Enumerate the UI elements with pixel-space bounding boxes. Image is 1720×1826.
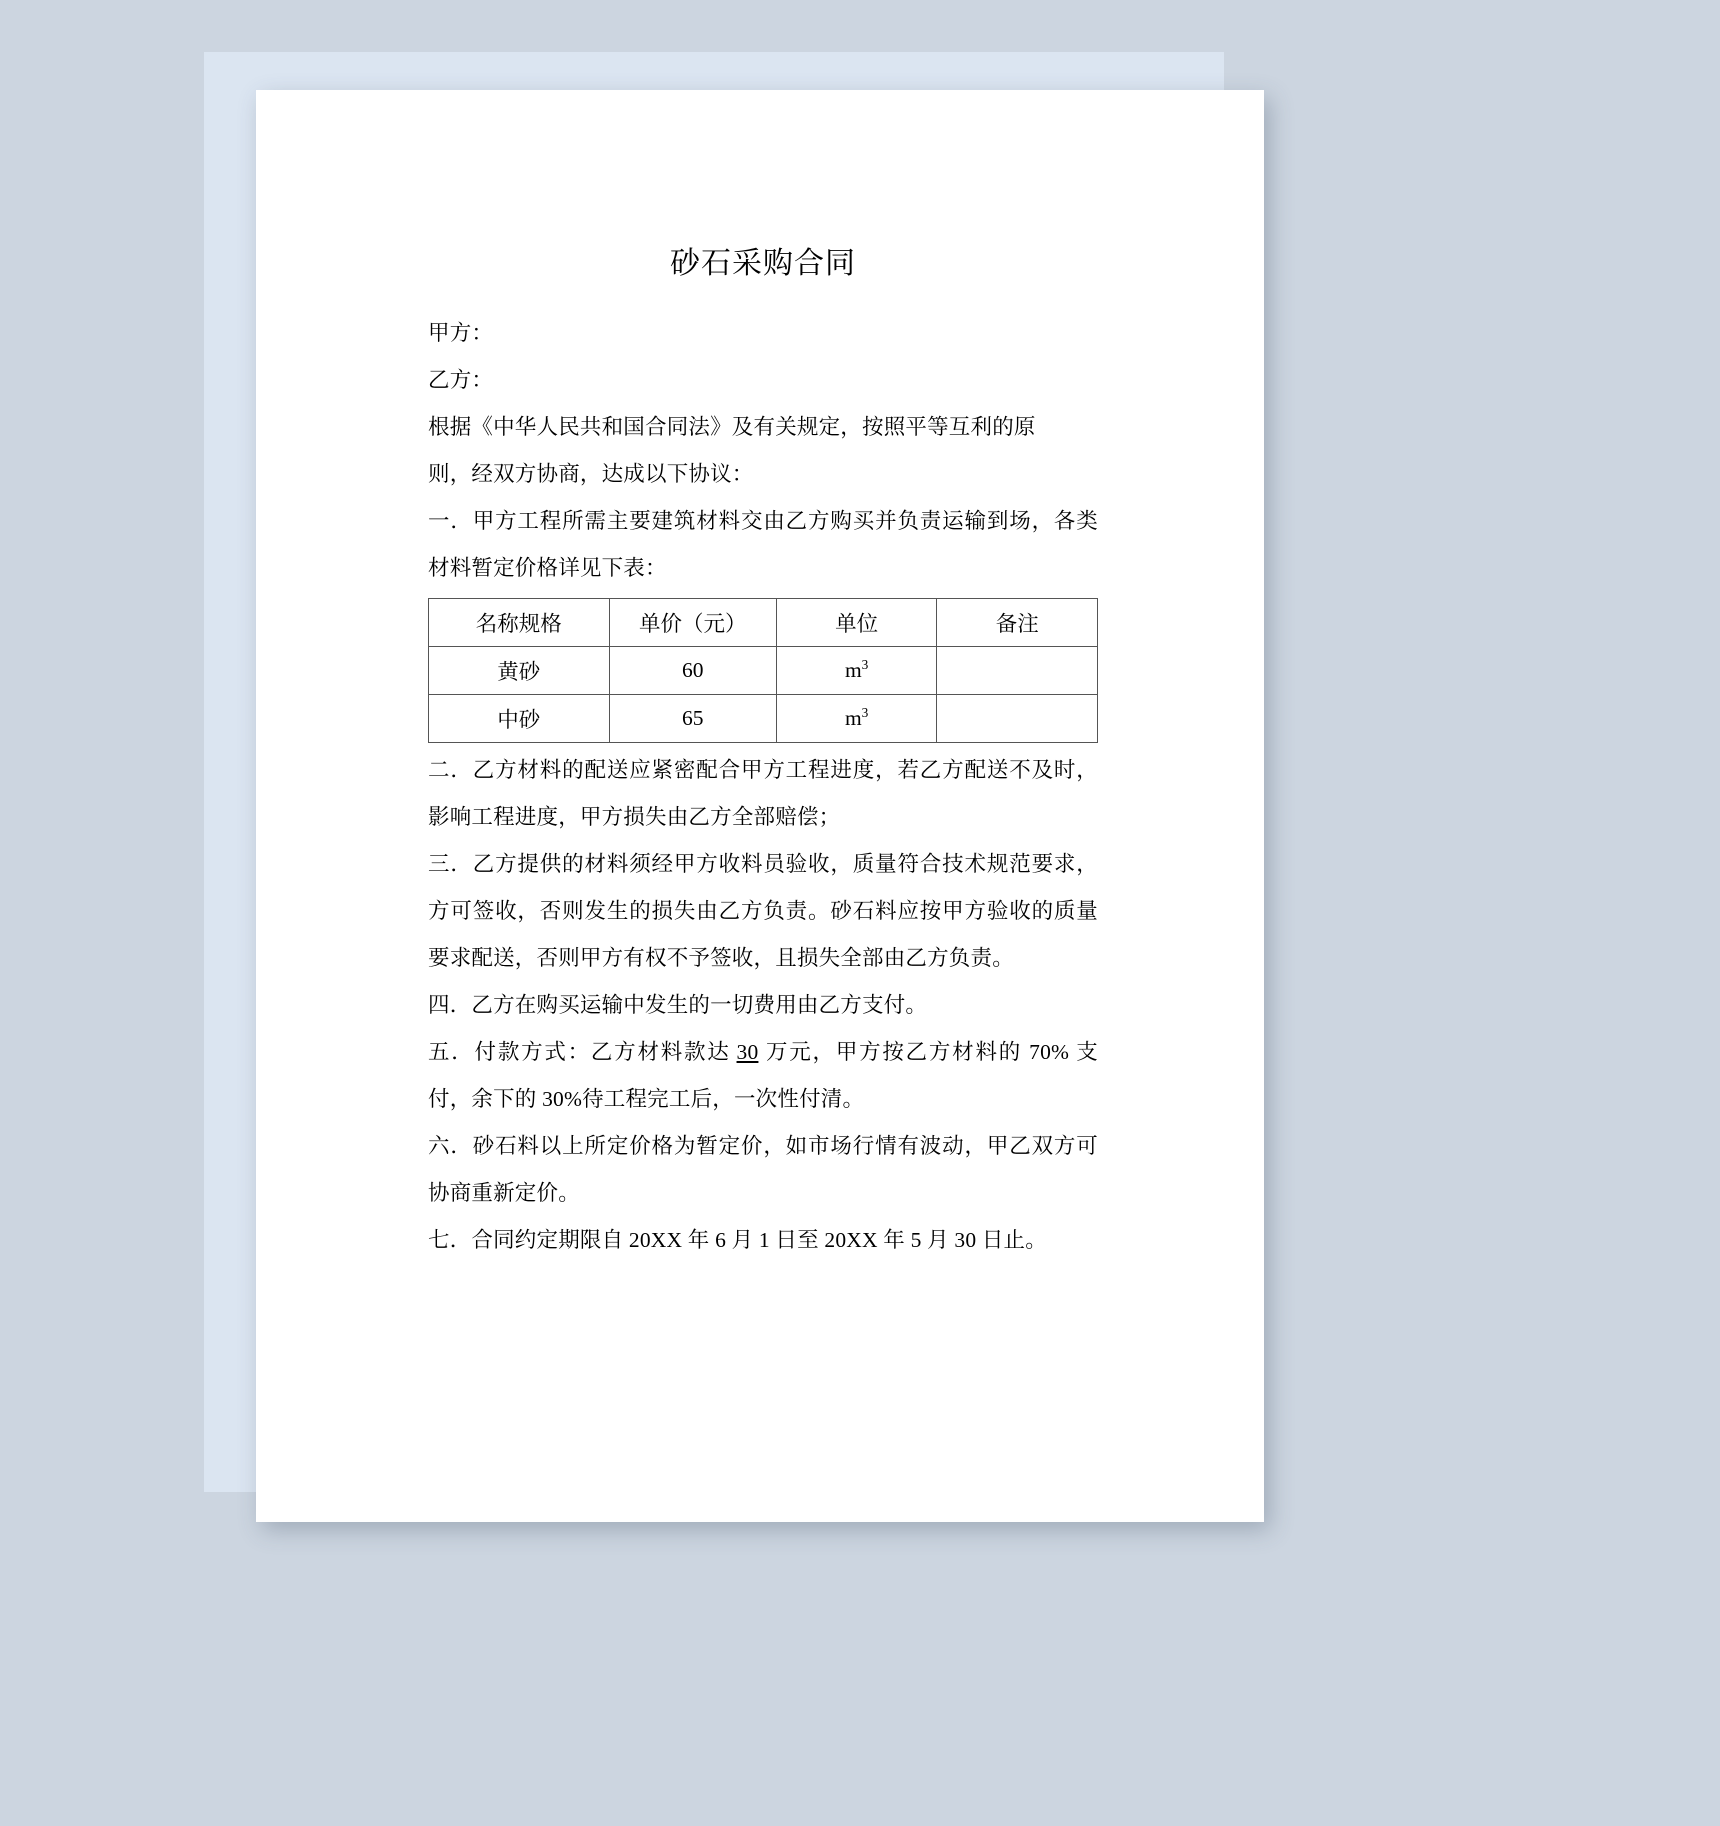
payment-amount-blank: 30 (736, 1040, 759, 1064)
clause-3: 三．乙方提供的材料须经甲方收料员验收，质量符合技术规范要求，方可签收，否则发生的损失由乙方负责。砂石料应按甲方验收的质量要求配送，否则甲方有权不予签收，且损失全部由乙方负责。 (428, 852, 1098, 970)
clause-2: 二．乙方材料的配送应紧密配合甲方工程进度，若乙方配送不及时，影响工程进度，甲方损失由乙方全部赔偿； (428, 758, 1098, 829)
party-a-label: 甲方： (428, 321, 494, 345)
table-row (429, 647, 1098, 695)
clause-1: 一．甲方工程所需主要建筑材料交由乙方购买并负责运输到场，各类材料暂定价格详见下表： (428, 509, 1098, 580)
table-cell-price: 60 (609, 647, 776, 695)
table-header-name: 名称规格 (429, 599, 610, 647)
table-cell-unit (776, 647, 937, 695)
page-title: 砂石采购合同 (670, 247, 856, 280)
table-row (429, 695, 1098, 743)
table-cell-name: 黄砂 (429, 647, 610, 695)
clause-6: 六．砂石料以上所定价格为暂定价，如市场行情有波动，甲乙双方可协商重新定价。 (428, 1134, 1098, 1205)
table-header-unit: 单位 (776, 599, 937, 647)
preamble-line-2: 则，经双方协商，达成以下协议： (428, 462, 754, 486)
party-b-label: 乙方： (428, 368, 494, 392)
table-cell-remark (937, 647, 1098, 695)
clause-4: 四．乙方在购买运输中发生的一切费用由乙方支付。 (428, 993, 928, 1017)
clause-5-text-after: 万元，甲方按乙方材料的 70% 支付，余下的 30%待工程完工后，一次性付清。 (428, 1040, 1098, 1111)
table-header-row (429, 599, 1098, 647)
table-header-remark: 备注 (937, 599, 1098, 647)
table-cell-unit (776, 695, 937, 743)
clause-5 (428, 1029, 1098, 1123)
document-page (256, 90, 1264, 1522)
table-cell-name: 中砂 (429, 695, 610, 743)
unit-base: m (844, 706, 862, 730)
material-price-table (428, 598, 1098, 743)
unit-exponent: 3 (861, 704, 869, 720)
table-cell-price: 65 (609, 695, 776, 743)
clause-5-text-before: 五．付款方式：乙方材料款达 (428, 1040, 731, 1064)
document-body (428, 246, 1098, 1264)
clause-7: 七．合同约定期限自 20XX 年 6 月 1 日至 20XX 年 5 月 30 日止。 (428, 1228, 1047, 1252)
unit-exponent: 3 (861, 656, 869, 672)
preamble-line-1: 根据《中华人民共和国合同法》及有关规定，按照平等互利的原 (428, 415, 1036, 439)
table-header-price: 单价（元） (609, 599, 776, 647)
unit-base: m (844, 658, 862, 682)
table-cell-remark (937, 695, 1098, 743)
